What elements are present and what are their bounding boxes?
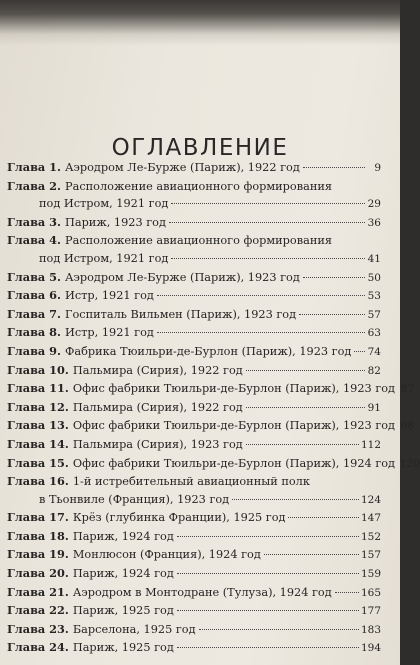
chapter-title: 1-й истребительный авиационный полк [72, 475, 310, 489]
toc-entry [7, 417, 415, 436]
toc-entry-line [7, 602, 381, 621]
page-number: 177 [360, 605, 381, 618]
chapter-number: Глава 2. [7, 178, 61, 193]
chapter-title: Истр, 1921 год [64, 326, 154, 340]
dot-leader [299, 314, 365, 315]
dot-leader [288, 517, 358, 518]
chapter-number: Глава 10. [7, 362, 69, 377]
dot-leader [232, 499, 359, 500]
toc-entry-line [7, 178, 381, 196]
toc-entry [7, 159, 381, 178]
chapter-number: Глава 23. [7, 621, 69, 636]
dot-leader [177, 610, 359, 611]
chapter-number: Глава 7. [7, 306, 61, 321]
toc-entry-line [7, 232, 381, 250]
dot-leader [169, 222, 365, 223]
chapter-number: Глава 11. [7, 381, 69, 396]
toc-entry-continuation [7, 491, 381, 510]
toc-entry [7, 584, 381, 603]
toc-entry [7, 214, 381, 233]
toc-entry-line [7, 584, 381, 603]
chapter-title: Офис фабрики Тюильри-де-Бурлон (Париж), 1924 год [72, 456, 396, 470]
dot-leader [177, 536, 359, 537]
chapter-title: Монлюсон (Франция), 1924 год [72, 548, 261, 562]
page-number: 152 [360, 530, 381, 543]
chapter-number: Глава 6. [7, 288, 61, 303]
chapter-title: Истр, 1921 год [64, 289, 154, 303]
chapter-title: Пальмира (Сирия), 1922 год [72, 400, 243, 414]
toc-entry [7, 399, 381, 418]
toc-entry [7, 602, 381, 621]
chapter-title: Офис фабрики Тюильри-де-Бурлон (Париж), 1923 год [72, 419, 396, 433]
chapter-title: Париж, 1925 год [72, 604, 174, 618]
chapter-number: Глава 13. [7, 418, 69, 433]
toc-entry-line [7, 324, 381, 343]
chapter-number: Глава 14. [7, 436, 69, 451]
dot-leader [157, 332, 365, 333]
page-number: 50 [367, 271, 381, 284]
toc-entry [7, 178, 381, 214]
page-number: 53 [367, 290, 381, 303]
dot-leader [335, 592, 359, 593]
toc-title: ОГЛАВЛЕНИЕ [111, 135, 289, 162]
toc-entry-line [7, 621, 381, 640]
page-number: 82 [367, 364, 381, 377]
dot-leader [264, 554, 359, 555]
chapter-title: Госпиталь Вильмен (Париж), 1923 год [64, 307, 297, 321]
page-number: 29 [367, 198, 381, 211]
toc-entry-line [7, 546, 381, 565]
dot-leader [303, 277, 365, 278]
chapter-number: Глава 18. [7, 528, 69, 543]
page-number: 120 [400, 457, 420, 470]
page-number: 36 [367, 216, 381, 229]
chapter-number: Глава 15. [7, 455, 69, 470]
chapter-title: Расположение авиационного формирования [64, 234, 333, 248]
toc-entry [7, 287, 381, 306]
page-number: 91 [367, 401, 381, 414]
toc-entry-line [7, 343, 381, 362]
page-number: 9 [374, 162, 381, 174]
dot-leader [171, 203, 365, 204]
page-number: 41 [367, 252, 381, 265]
dot-leader [199, 629, 359, 630]
toc-entry [7, 343, 381, 362]
page-number: 165 [360, 586, 381, 599]
chapter-number: Глава 9. [7, 343, 61, 358]
toc-entry-line [7, 473, 381, 491]
toc-entry-line [7, 436, 381, 455]
chapter-number: Глава 22. [7, 603, 69, 618]
chapter-title: Париж, 1923 год [64, 215, 166, 229]
chapter-number: Глава 21. [7, 584, 69, 599]
page-number: 112 [360, 438, 381, 451]
toc-entry [7, 306, 381, 325]
toc-entry [7, 565, 381, 584]
toc-entry-line [7, 509, 381, 528]
toc-entry [7, 269, 381, 288]
dot-leader [354, 351, 365, 352]
toc-entry [7, 362, 381, 381]
dot-leader [177, 573, 359, 574]
chapter-number: Глава 24. [7, 640, 69, 655]
page-number: 57 [367, 308, 381, 321]
toc-entry-line [7, 214, 381, 233]
chapter-number: Глава 12. [7, 399, 69, 414]
page-number: 124 [360, 493, 381, 506]
chapter-title: Париж, 1924 год [72, 567, 174, 581]
toc-entry [7, 473, 381, 509]
chapter-title: Барселона, 1925 год [72, 622, 196, 636]
toc-entry-line [7, 528, 381, 547]
chapter-title: в Тьонвиле (Франция), 1923 год [39, 492, 230, 506]
toc-entry-line [7, 159, 381, 178]
page-top-shadow [0, 0, 400, 46]
toc-entry-line [7, 639, 381, 658]
dot-leader [246, 407, 365, 408]
dot-leader [246, 370, 365, 371]
toc-entry [7, 232, 381, 268]
page-number: 183 [360, 623, 381, 636]
chapter-title: Крёз (глубинка Франции), 1925 год [72, 511, 286, 525]
toc-entry [7, 528, 381, 547]
chapter-title: Пальмира (Сирия), 1922 год [72, 363, 243, 377]
chapter-number: Глава 3. [7, 214, 61, 229]
page-number: 194 [360, 642, 381, 655]
chapter-number: Глава 8. [7, 325, 61, 340]
page-number: 74 [367, 345, 381, 358]
table-of-contents [7, 159, 420, 658]
page-number: 87 [400, 383, 415, 396]
toc-entry-line [7, 362, 381, 381]
chapter-number: Глава 16. [7, 474, 69, 489]
toc-entry [7, 324, 381, 343]
chapter-title: Расположение авиационного формирования [64, 179, 333, 193]
toc-entry-line [7, 306, 381, 325]
chapter-title: под Истром, 1921 год [39, 251, 169, 265]
chapter-number: Глава 19. [7, 547, 69, 562]
dot-leader [177, 647, 359, 648]
dot-leader [303, 167, 365, 168]
toc-entry [7, 621, 381, 640]
chapter-number: Глава 20. [7, 566, 69, 581]
chapter-title: Пальмира (Сирия), 1923 год [72, 437, 243, 451]
toc-entry-continuation [7, 250, 381, 269]
chapter-title: Офис фабрики Тюильри-де-Бурлон (Париж), 1923 год [72, 382, 396, 396]
toc-entry [7, 380, 415, 399]
chapter-number: Глава 17. [7, 510, 69, 525]
toc-entry-line [7, 417, 415, 436]
page-number: 157 [360, 549, 381, 562]
toc-entry [7, 546, 381, 565]
page-number: 159 [360, 568, 381, 581]
chapter-title: под Истром, 1921 год [39, 197, 169, 211]
chapter-title: Париж, 1924 год [72, 529, 174, 543]
chapter-number: Глава 4. [7, 233, 61, 248]
toc-entry [7, 455, 420, 474]
chapter-title: Фабрика Тюильри-де-Бурлон (Париж), 1923 год [64, 344, 352, 358]
dot-leader [246, 444, 359, 445]
chapter-number: Глава 1. [7, 160, 61, 174]
toc-entry-line [7, 399, 381, 418]
chapter-title: Париж, 1925 год [72, 641, 174, 655]
chapter-title: Аэродром Ле-Бурже (Париж), 1922 год [64, 161, 300, 174]
chapter-number: Глава 5. [7, 269, 61, 284]
page-number: 147 [360, 512, 381, 525]
page-number: 98 [400, 420, 415, 433]
toc-entry-line [7, 455, 420, 474]
toc-entry [7, 509, 381, 528]
toc-entry-line [7, 287, 381, 306]
toc-entry-line [7, 380, 415, 399]
toc-entry [7, 639, 381, 658]
toc-entry-line [7, 565, 381, 584]
dot-leader [171, 258, 365, 259]
toc-entry-line [7, 269, 381, 288]
chapter-title: Аэродром в Монтодране (Тулуза), 1924 год [72, 585, 332, 599]
chapter-title: Аэродром Ле-Бурже (Париж), 1923 год [64, 270, 300, 284]
dot-leader [157, 295, 365, 296]
toc-entry [7, 436, 381, 455]
toc-entry-continuation [7, 195, 381, 214]
page-number: 63 [367, 327, 381, 340]
